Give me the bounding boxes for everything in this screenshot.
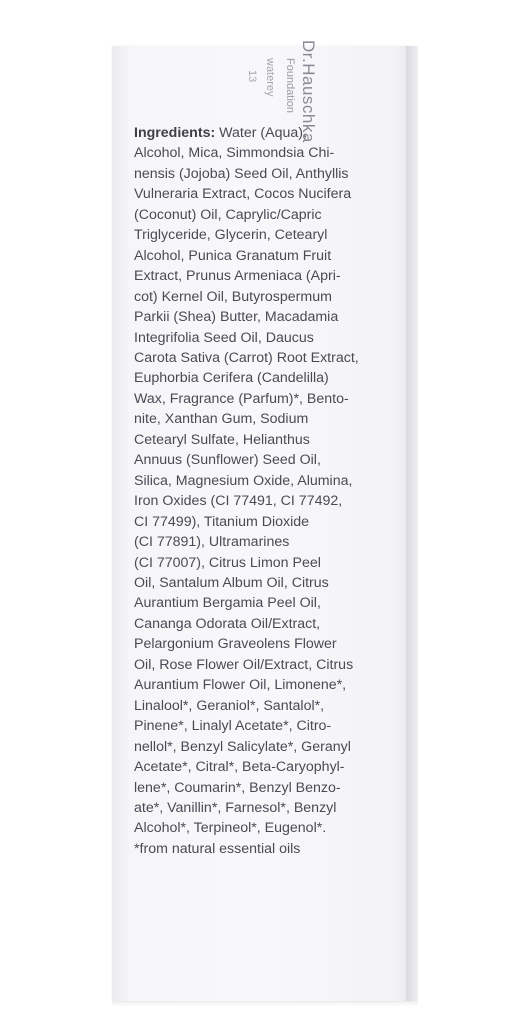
ingredients-line: Aurantium Flower Oil, Limonene*, (134, 677, 347, 694)
ingredients-line: Annuus (Sunflower) Seed Oil, (134, 452, 321, 469)
ingredients-line: Acetate*, Citral*, Beta-Caryophyl- (134, 759, 345, 776)
ingredients-line: (Coconut) Oil, Caprylic/Capric (134, 206, 322, 223)
ingredients-text: Water (Aqua), (215, 125, 307, 141)
ingredients-heading: Ingredients: (134, 125, 216, 141)
ingredients-line: Extract, Prunus Armeniaca (Apri- (134, 268, 341, 285)
ingredients-line: Euphorbia Cerifera (Candelilla) (134, 370, 329, 387)
ingredients-line: Aurantium Bergamia Peel Oil, (134, 595, 321, 612)
ingredients-line: Pelargonium Graveolens Flower (134, 636, 337, 653)
ingredients-line: Parkii (Shea) Butter, Macadamia (134, 309, 339, 326)
ingredients-line: Pinene*, Linalyl Acetate*, Citro- (134, 718, 332, 735)
ingredients-line: Alcohol, Mica, Simmondsia Chi- (134, 145, 335, 162)
ingredients-line: Carota Sativa (Carrot) Root Extract, (134, 349, 359, 366)
brand-name-vertical: Dr.Hauschka (299, 40, 318, 143)
side-text-3: 13 (246, 70, 258, 83)
ingredients-line: Iron Oxides (CI 77491, CI 77492, (134, 493, 343, 510)
side-text-1: Foundation (284, 58, 296, 114)
ingredients-line: (CI 77891), Ultramarines (134, 534, 290, 551)
ingredients-line (134, 123, 374, 143)
ingredients-line: Alcohol*, Terpineol*, Eugenol*. (134, 820, 327, 837)
ingredients-line: Linalool*, Geraniol*, Santalol*, (134, 697, 325, 714)
ingredients-list (134, 123, 374, 859)
box-edge (406, 46, 418, 1001)
ingredients-line: lene*, Coumarin*, Benzyl Benzo- (134, 779, 341, 796)
ingredients-line: Cetearyl Sulfate, Helianthus (134, 431, 310, 448)
ingredients-line: ate*, Vanillin*, Farnesol*, Benzyl (134, 799, 337, 816)
ingredients-footnote: *from natural essential oils (134, 840, 301, 857)
ingredients-line: CI 77499), Titanium Dioxide (134, 513, 310, 530)
ingredients-line: (CI 77007), Citrus Limon Peel (134, 554, 321, 571)
ingredients-line: cot) Kernel Oil, Butyrospermum (134, 288, 332, 305)
ingredients-line: Integrifolia Seed Oil, Daucus (134, 329, 314, 346)
ingredients-line: Oil, Santalum Album Oil, Citrus (134, 574, 329, 591)
ingredients-line: Triglyceride, Glycerin, Cetearyl (134, 227, 328, 244)
ingredients-line: Vulneraria Extract, Cocos Nucifera (134, 186, 352, 203)
ingredients-line: Silica, Magnesium Oxide, Alumina, (134, 472, 353, 489)
ingredients-line: Cananga Odorata Oil/Extract, (134, 615, 321, 632)
side-text-2: waterey (264, 58, 276, 97)
ingredients-line: nite, Xanthan Gum, Sodium (134, 411, 309, 428)
box-shadow (112, 1001, 418, 1007)
ingredients-line: Alcohol, Punica Granatum Fruit (134, 247, 332, 264)
ingredients-line: nensis (Jojoba) Seed Oil, Anthyllis (134, 165, 349, 182)
ingredients-line: Oil, Rose Flower Oil/Extract, Citrus (134, 656, 354, 673)
ingredients-line: Wax, Fragrance (Parfum)*, Bento- (134, 390, 349, 407)
ingredients-line: nellol*, Benzyl Salicylate*, Geranyl (134, 738, 351, 755)
